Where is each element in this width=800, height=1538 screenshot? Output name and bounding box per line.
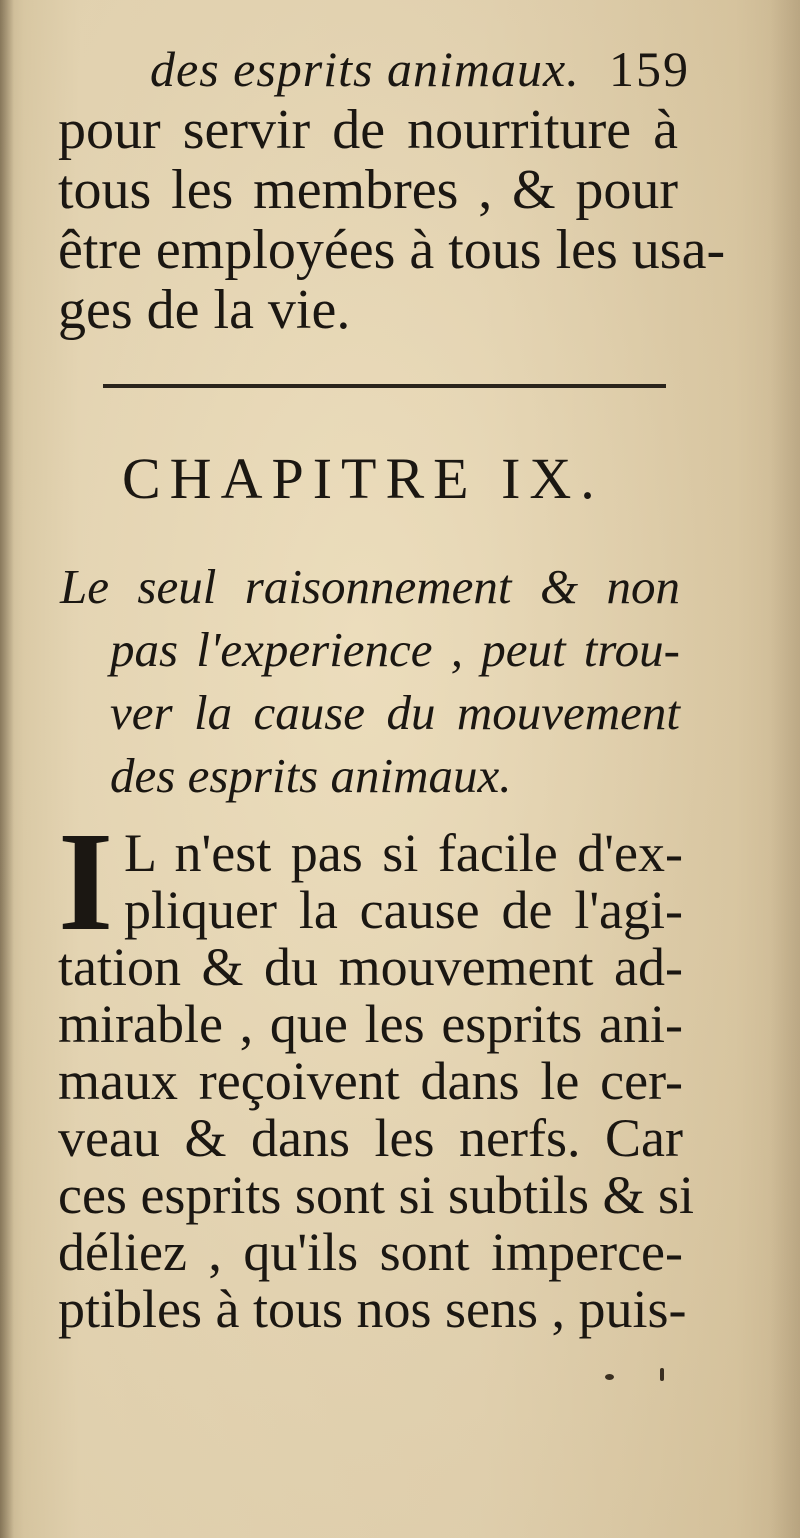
text-line: être employées à tous les usa-	[58, 219, 726, 281]
body-paragraph	[58, 823, 695, 1339]
text-line: pliquer la cause de l'agi-	[124, 880, 683, 940]
summary-line: pas l'experience , peut trou-	[110, 622, 680, 677]
ink-speck	[660, 1368, 664, 1381]
text-line: tation & du mouvement ad-	[58, 937, 683, 997]
opening-paragraph	[58, 99, 726, 341]
text-line: ces esprits sont si subtils & si	[58, 1165, 695, 1225]
summary-line: ver la cause du mouvement	[110, 685, 680, 740]
text-line: mirable , que les esprits ani-	[58, 994, 683, 1054]
page-edge-shadow	[770, 0, 800, 1538]
spine-shadow	[0, 0, 14, 1538]
drop-cap: I	[58, 802, 114, 960]
summary-line: des esprits animaux.	[110, 748, 512, 803]
text-line: déliez , qu'ils sont imperce-	[58, 1222, 683, 1282]
running-head	[150, 40, 690, 100]
chapter-title: CHAPITRE IX.	[122, 446, 604, 511]
running-title: des esprits animaux.	[150, 41, 580, 97]
page-number: 159	[609, 41, 690, 97]
text-line: L n'est pas si facile d'ex-	[124, 823, 683, 883]
chapter-summary	[60, 555, 680, 807]
section-rule	[103, 384, 666, 388]
ink-speck	[605, 1374, 614, 1380]
text-line: tous les membres , & pour	[58, 159, 678, 221]
text-line: ptibles à tous nos sens , puis-	[58, 1279, 687, 1339]
text-line: veau & dans les nerfs. Car	[58, 1108, 683, 1168]
text-line: pour servir de nourriture à	[58, 99, 678, 161]
text-line: maux reçoivent dans le cer-	[58, 1051, 683, 1111]
text-line: ges de la vie.	[58, 279, 351, 341]
summary-line: Le seul raisonnement & non	[60, 559, 680, 614]
